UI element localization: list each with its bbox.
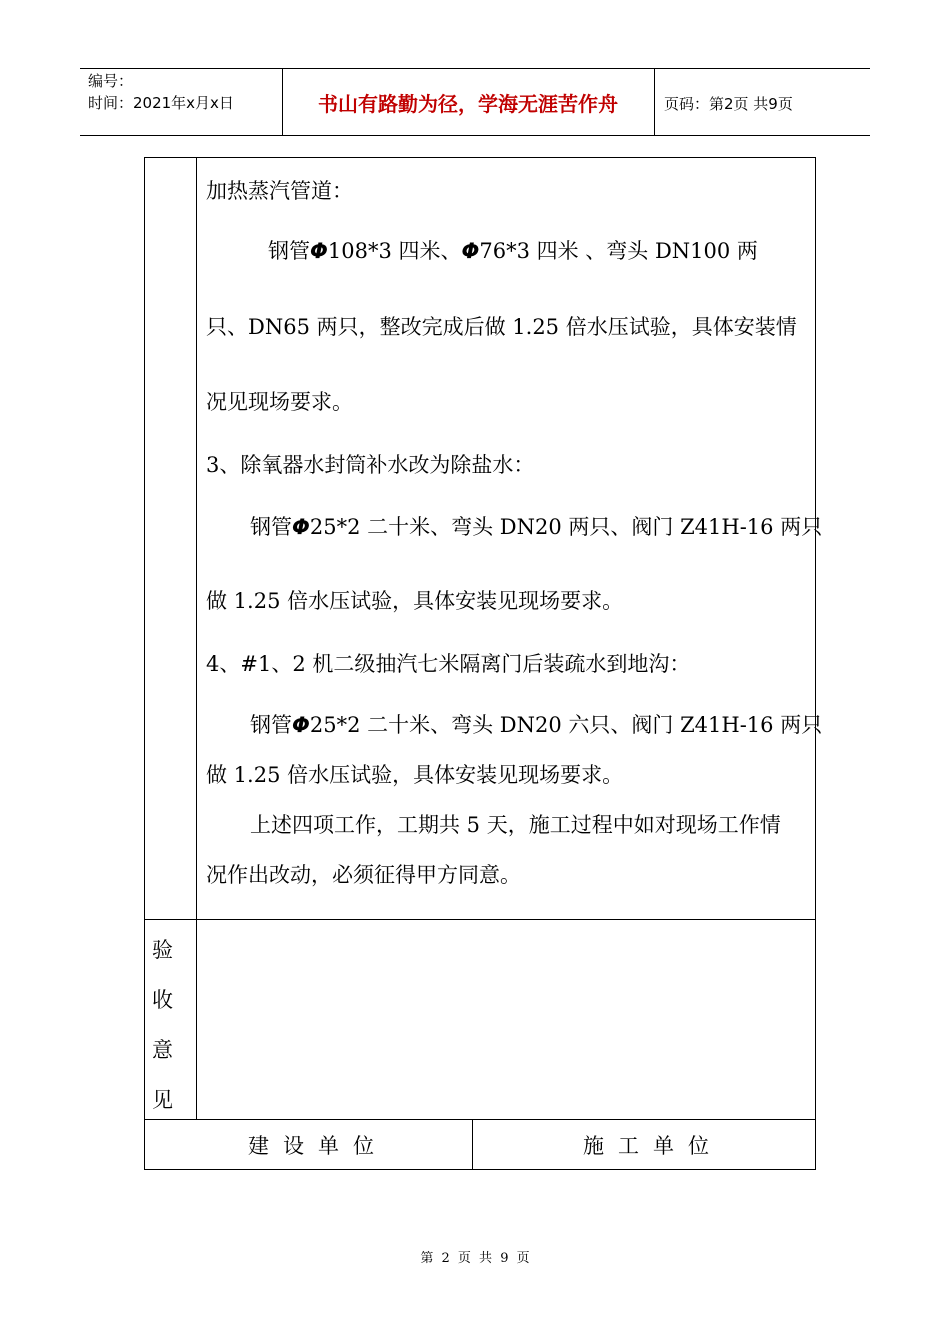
content-line: 4、#1、2 机二级抽汽七米隔离门后装疏水到地沟：	[206, 652, 691, 676]
table-unit-divider	[472, 1119, 473, 1170]
document-date: 时间：2021年x月x日	[88, 94, 234, 112]
content-line: 上述四项工作，工期共 5 天，施工过程中如对现场工作情	[250, 813, 781, 837]
header-left	[88, 70, 234, 114]
phi-symbol: Φ	[310, 239, 328, 263]
content-line: 3、除氧器水封筒补水改为除盐水：	[206, 453, 535, 477]
content-line: 况作出改动，必须征得甲方同意。	[206, 863, 521, 887]
content-line: 只、DN65 两只，整改完成后做 1.25 倍水压试验，具体安装情	[206, 315, 797, 339]
page-info: 页码：第2页 共9页	[664, 95, 793, 113]
document-number-label: 编号：	[88, 72, 134, 90]
phi-symbol: Φ	[292, 515, 310, 539]
content-line: 钢管Φ25*2 二十米、弯头 DN20 两只、阀门 Z41H-16 两只	[250, 515, 823, 539]
acceptance-label-char: 意	[152, 1038, 173, 1062]
phi-symbol: Φ	[461, 239, 480, 263]
content-line: 况见现场要求。	[206, 390, 353, 414]
table-row-divider	[144, 1119, 816, 1120]
content-line: 加热蒸汽管道：	[206, 179, 353, 203]
acceptance-label-char: 收	[152, 988, 173, 1012]
content-line: 做 1.25 倍水压试验，具体安装见现场要求。	[206, 763, 624, 787]
header-bottom-rule	[80, 135, 870, 136]
header-divider	[654, 68, 655, 136]
table-row-divider	[144, 919, 816, 920]
header-motto: 书山有路勤为径，学海无涯苦作舟	[318, 92, 618, 116]
phi-symbol: Φ	[292, 713, 310, 737]
table-column-divider	[196, 157, 197, 1119]
acceptance-label-char: 见	[152, 1088, 173, 1112]
page-footer: 第 2 页 共 9 页	[420, 1251, 530, 1266]
content-line: 钢管Φ108*3 四米、Φ76*3 四米 、弯头 DN100 两	[268, 239, 758, 263]
content-line: 做 1.25 倍水压试验，具体安装见现场要求。	[206, 589, 624, 613]
content-line: 钢管Φ25*2 二十米、弯头 DN20 六只、阀门 Z41H-16 两只	[250, 713, 823, 737]
constructor-unit-label: 施工单位	[583, 1134, 723, 1158]
builder-unit-label: 建设单位	[248, 1134, 388, 1158]
header-top-rule	[80, 68, 870, 69]
acceptance-label-char: 验	[152, 938, 173, 962]
